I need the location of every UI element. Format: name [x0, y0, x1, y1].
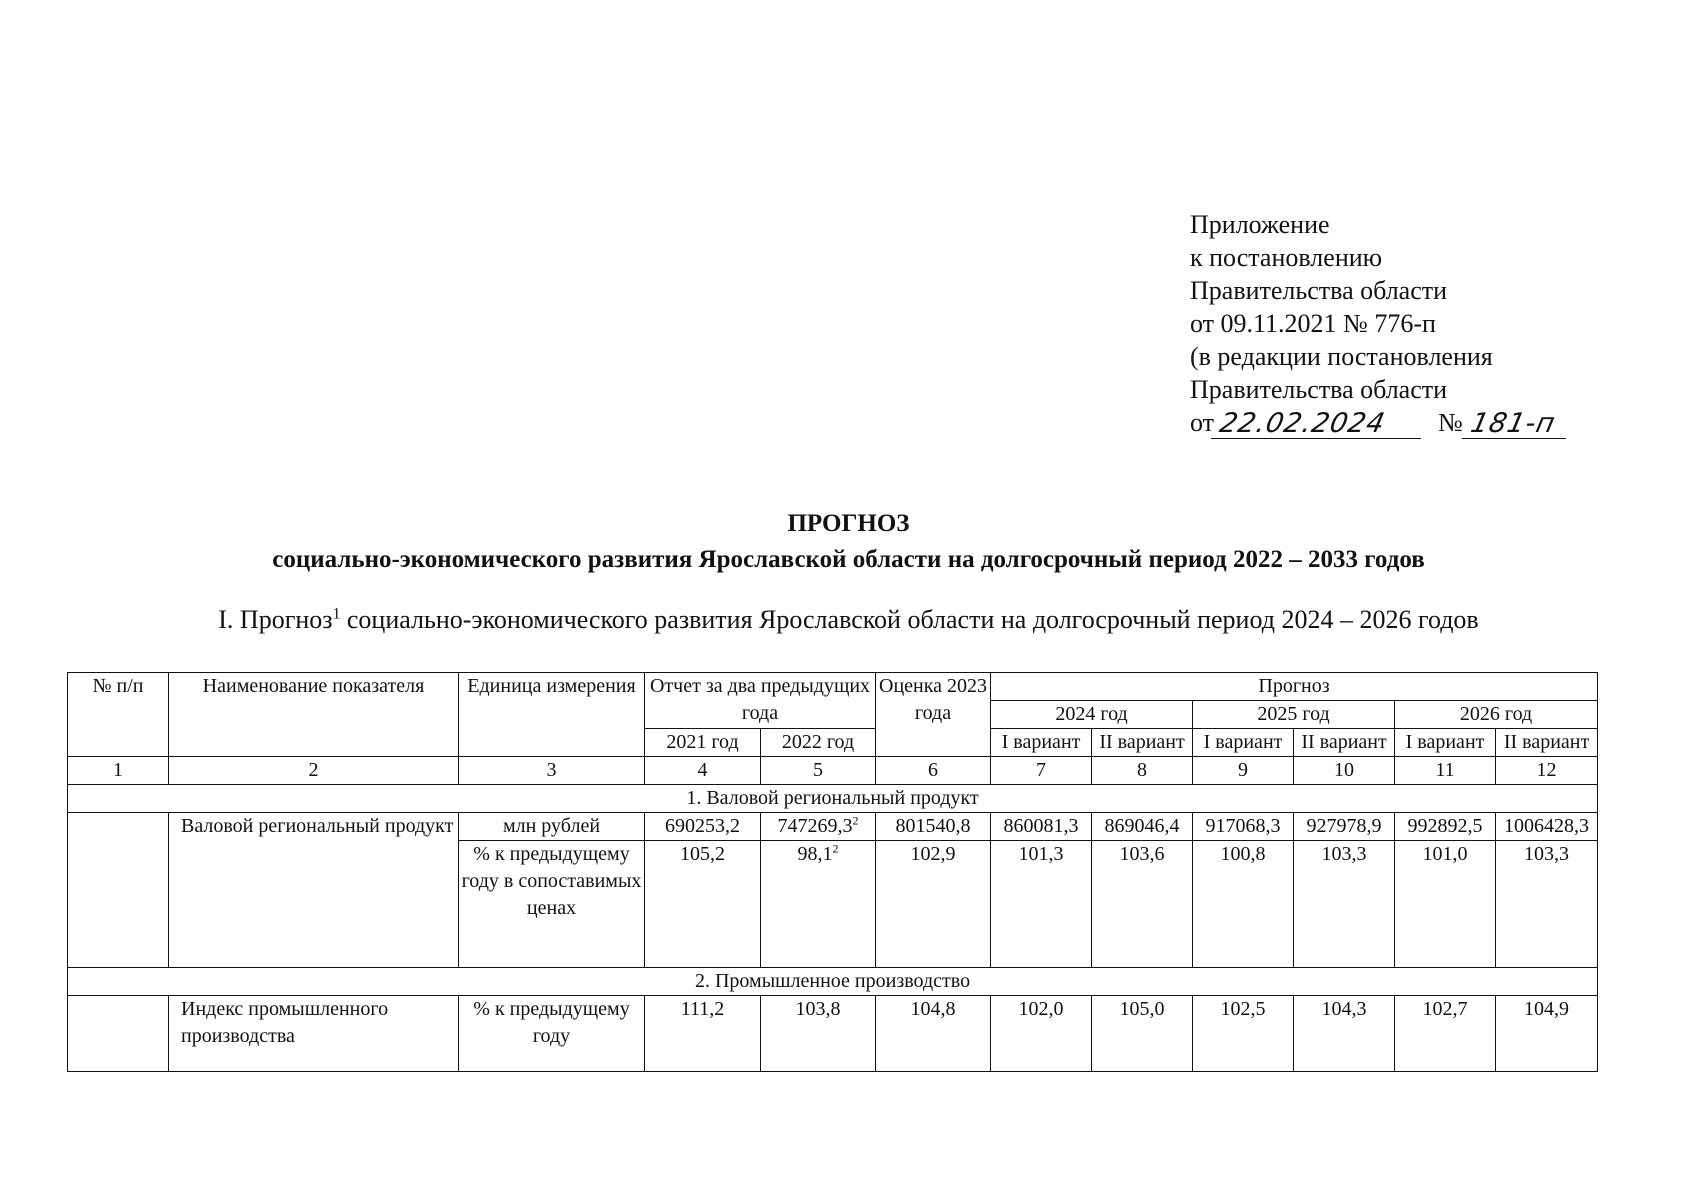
value-cell [761, 813, 876, 841]
column-number: 5 [761, 757, 876, 785]
column-numbers-row [68, 757, 1598, 785]
column-number: 10 [1294, 757, 1395, 785]
value-cell [1496, 841, 1598, 968]
value-text: 104,9 [1524, 998, 1570, 1020]
section-heading [0, 603, 1697, 637]
value-cell [645, 813, 761, 841]
appendix-line: Приложение [1190, 210, 1330, 239]
header-unit: Единица измерения [459, 673, 645, 757]
header-variant-1: I вариант [991, 729, 1092, 757]
header-2021: 2021 год [645, 729, 761, 757]
value-text: 747269,3 [777, 815, 853, 837]
value-text: 102,9 [910, 843, 956, 865]
header-2024: 2024 год [991, 701, 1193, 729]
header-variant-1: I вариант [1395, 729, 1496, 757]
value-cell [1092, 813, 1193, 841]
value-text: 103,3 [1524, 843, 1570, 865]
value-text: 103,8 [795, 998, 841, 1020]
value-cell [645, 996, 761, 1072]
value-text: 101,0 [1422, 843, 1468, 865]
section-heading-suffix: социально-экономического развития Ярославской области на долгосрочный период 2024 – 2026 годов [340, 605, 1479, 634]
value-cell [876, 813, 991, 841]
header-estimate: Оценка 2023 года [876, 673, 991, 757]
value-text: 927978,9 [1306, 815, 1382, 837]
appendix-line: (в редакции постановления [1190, 342, 1493, 371]
value-text: 111,2 [680, 998, 725, 1020]
value-cell [761, 996, 876, 1072]
footnote-marker: 1 [332, 605, 341, 623]
amendment-date-line [1190, 406, 1620, 439]
column-number: 8 [1092, 757, 1193, 785]
unit-cell: млн рублей [459, 813, 645, 841]
column-number: 3 [459, 757, 645, 785]
section-title: 1. Валовой региональный продукт [68, 785, 1598, 813]
appendix-line: Правительства области [1190, 375, 1448, 404]
value-text: 101,3 [1018, 843, 1064, 865]
appendix-block [1190, 208, 1620, 439]
footnote-marker: 2 [852, 813, 859, 828]
value-text: 103,6 [1119, 843, 1165, 865]
indicator-name: Валовой региональный продукт [169, 813, 459, 968]
row-number-cell [68, 996, 169, 1072]
header-variant-2: II вариант [1092, 729, 1193, 757]
value-cell [1193, 813, 1294, 841]
unit-cell: % к предыдущему году в сопоставимых ценах [459, 841, 645, 968]
value-text: 102,0 [1018, 998, 1064, 1020]
value-cell [876, 996, 991, 1072]
title-subtitle: социально-экономического развития Ярославской области на долгосрочный период 2022 – 2033 годов [272, 546, 1425, 573]
header-num: № п/п [68, 673, 169, 757]
value-cell [991, 996, 1092, 1072]
section-title: 2. Промышленное производство [68, 968, 1598, 996]
header-variant-1: I вариант [1193, 729, 1294, 757]
section-title-row [68, 968, 1598, 996]
section-heading-prefix: I. Прогноз [218, 605, 333, 634]
title-main: ПРОГНОЗ [787, 510, 910, 537]
value-cell [991, 841, 1092, 968]
value-cell [1395, 996, 1496, 1072]
value-text: 102,5 [1220, 998, 1266, 1020]
handwritten-number: 181-п [1462, 410, 1572, 439]
table-row [68, 996, 1598, 1072]
value-text: 105,2 [680, 843, 725, 865]
row-number-cell [68, 813, 169, 968]
footnote-marker: 2 [832, 841, 839, 856]
value-cell [1395, 841, 1496, 968]
value-cell [1395, 813, 1496, 841]
value-text: 104,3 [1321, 998, 1367, 1020]
value-cell [1092, 996, 1193, 1072]
value-cell [1193, 841, 1294, 968]
value-cell [1496, 813, 1598, 841]
value-cell [991, 813, 1092, 841]
header-2026: 2026 год [1395, 701, 1598, 729]
from-label: от [1190, 408, 1215, 437]
value-cell [1496, 996, 1598, 1072]
value-text: 104,8 [910, 998, 956, 1020]
value-text: 869046,4 [1104, 815, 1180, 837]
unit-cell: % к предыдущему году [459, 996, 645, 1072]
column-number: 4 [645, 757, 761, 785]
header-report: Отчет за два предыдущих года [645, 673, 876, 729]
document-title [0, 506, 1697, 578]
value-text: 102,7 [1422, 998, 1468, 1020]
table-header [68, 673, 1598, 757]
number-label: № [1438, 408, 1463, 437]
appendix-line: Правительства области [1190, 276, 1448, 305]
value-text: 801540,8 [895, 815, 971, 837]
column-number: 2 [169, 757, 459, 785]
value-cell [1193, 996, 1294, 1072]
column-number: 12 [1496, 757, 1598, 785]
appendix-line: к постановлению [1190, 243, 1383, 272]
header-forecast: Прогноз [991, 673, 1598, 701]
table-body [68, 757, 1598, 1072]
value-text: 103,3 [1321, 843, 1367, 865]
header-name: Наименование показателя [169, 673, 459, 757]
forecast-table [67, 672, 1598, 1072]
value-text: 1006428,3 [1504, 815, 1590, 837]
table-row [68, 813, 1598, 841]
value-cell [1092, 841, 1193, 968]
value-text: 98,1 [797, 843, 833, 865]
value-text: 690253,2 [665, 815, 740, 837]
section-title-row [68, 785, 1598, 813]
column-number: 9 [1193, 757, 1294, 785]
header-variant-2: II вариант [1496, 729, 1598, 757]
appendix-line: от 09.11.2021 № 776-п [1190, 309, 1436, 338]
column-number: 6 [876, 757, 991, 785]
column-number: 7 [991, 757, 1092, 785]
value-cell [1294, 996, 1395, 1072]
value-cell [761, 841, 876, 968]
value-text: 860081,3 [1003, 815, 1079, 837]
indicator-name: Индекс промышленного производства [169, 996, 459, 1072]
handwritten-date: 22.02.2024 [1211, 410, 1427, 439]
header-variant-2: II вариант [1294, 729, 1395, 757]
value-cell [1294, 813, 1395, 841]
value-text: 105,0 [1119, 998, 1165, 1020]
value-cell [645, 841, 761, 968]
value-text: 992892,5 [1407, 815, 1483, 837]
value-text: 100,8 [1220, 843, 1266, 865]
value-cell [1294, 841, 1395, 968]
header-2022: 2022 год [761, 729, 876, 757]
column-number: 1 [68, 757, 169, 785]
value-text: 917068,3 [1205, 815, 1281, 837]
value-cell [876, 841, 991, 968]
column-number: 11 [1395, 757, 1496, 785]
header-2025: 2025 год [1193, 701, 1395, 729]
